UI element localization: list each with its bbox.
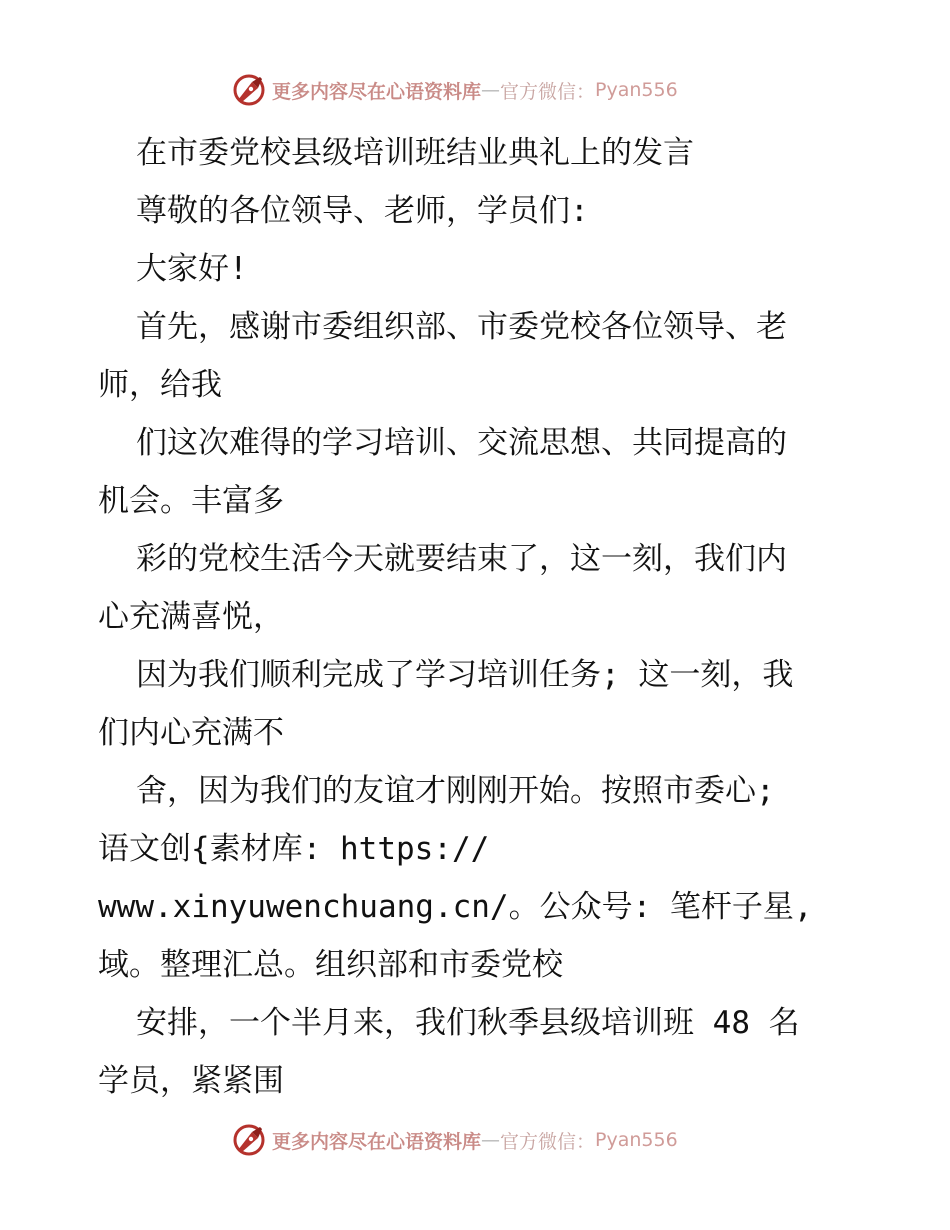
paragraph-line: 彩的党校生活今天就要结束了，这一刻，我们内 bbox=[136, 541, 787, 577]
paragraph-line: 机会。丰富多 bbox=[98, 483, 284, 519]
header-dash: — bbox=[481, 79, 501, 101]
header-wechat-id: Pyan556 bbox=[595, 79, 678, 101]
paragraph-line: 舍，因为我们的友谊才刚刚开始。按照市委心; bbox=[136, 773, 775, 809]
paragraph-line: 师，给我 bbox=[98, 367, 222, 403]
header-site-text: 更多内容尽在心语资料库 bbox=[272, 80, 482, 103]
document-body bbox=[98, 124, 858, 1110]
pen-nib-circle-icon bbox=[232, 1123, 266, 1157]
paragraph-line: 语文创{素材库: https:// bbox=[98, 831, 490, 867]
footer-wechat-id: Pyan556 bbox=[595, 1129, 678, 1151]
greeting: 大家好! bbox=[136, 251, 248, 287]
paragraph-line: 安排，一个半月来，我们秋季县级培训班 48 名 bbox=[136, 1005, 800, 1041]
footer-wechat-label: 官方微信： bbox=[500, 1130, 596, 1153]
paragraph-line: 因为我们顺利完成了学习培训任务; 这一刻，我 bbox=[136, 657, 794, 693]
document-title: 在市委党校县级培训班结业典礼上的发言 bbox=[136, 135, 694, 171]
footer-dash: — bbox=[481, 1129, 501, 1151]
header-wechat-label: 官方微信： bbox=[500, 80, 596, 103]
paragraph-line: www.xinyuwenchuang.cn/。公众号: 笔杆子星, bbox=[98, 889, 813, 925]
pen-nib-circle-icon bbox=[232, 73, 266, 107]
paragraph-line: 首先，感谢市委组织部、市委党校各位领导、老 bbox=[136, 309, 787, 345]
salutation: 尊敬的各位领导、老师，学员们: bbox=[136, 193, 589, 229]
paragraph-line: 们内心充满不 bbox=[98, 715, 284, 751]
paragraph-line: 学员，紧紧围 bbox=[98, 1063, 284, 1099]
footer-banner bbox=[232, 1122, 752, 1158]
footer-site-text: 更多内容尽在心语资料库 bbox=[272, 1130, 482, 1153]
header-banner bbox=[232, 72, 752, 108]
paragraph-line: 域。整理汇总。组织部和市委党校 bbox=[98, 947, 563, 983]
paragraph-line: 们这次难得的学习培训、交流思想、共同提高的 bbox=[136, 425, 787, 461]
paragraph-line: 心充满喜悦， bbox=[98, 599, 284, 635]
